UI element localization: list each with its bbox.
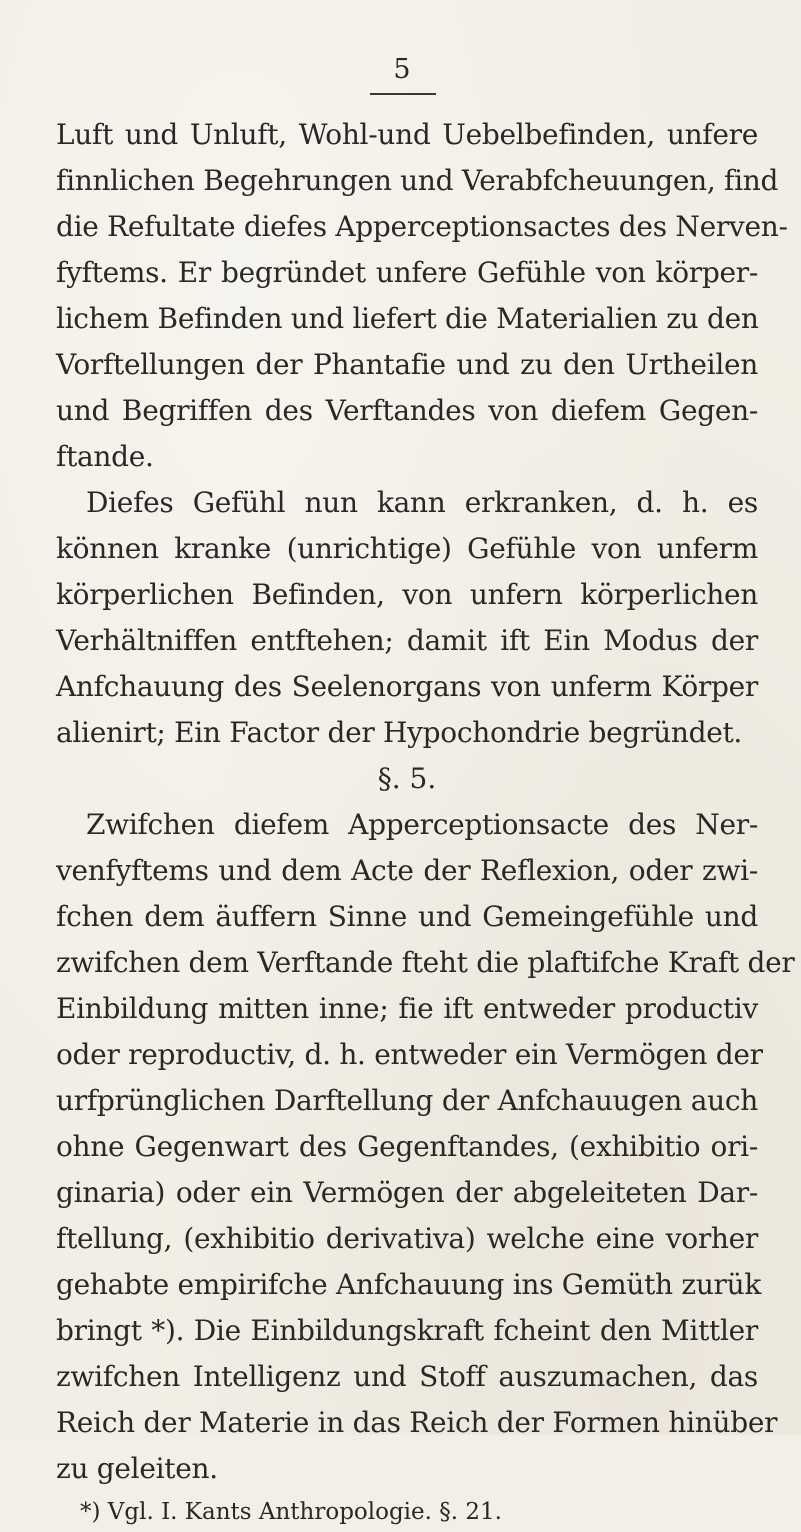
section-heading: §. 5.: [377, 762, 437, 795]
text-line: Luft und Unluft, Wohl-und Uebelbefinden, unfere: [56, 118, 758, 151]
text-line: ftande.: [56, 440, 154, 473]
text-line: fyftems. Er begründet unfere Gefühle von körper-: [56, 256, 758, 289]
text-line: venfyftems und dem Acte der Reflexion, oder zwi-: [56, 854, 758, 887]
text-line: ftellung, (exhibitio derivativa) welche eine vorher: [56, 1222, 758, 1255]
text-line: urfprünglichen Darftellung der Anfchauugen auch: [56, 1084, 758, 1117]
text-line: lichem Befinden und liefert die Materialien zu den: [56, 302, 759, 335]
text-line: finnlichen Begehrungen und Verabfcheuungen, find: [56, 164, 779, 197]
text-line: körperlichen Befinden, von unfern körperlichen: [56, 578, 758, 611]
text-line: Reich der Materie in das Reich der Formen hinüber: [56, 1406, 778, 1439]
page-number-rule: [370, 93, 436, 95]
text-line: die Refultate diefes Apperceptionsactes des Nerven-: [56, 210, 788, 243]
text-line: Anfchauung des Seelenorgans von unferm Körper: [56, 670, 758, 703]
paragraph-1: [56, 112, 788, 480]
text-line: zu geleiten.: [56, 1452, 218, 1485]
paragraph-2: [56, 480, 758, 756]
text-line: und Begriffen des Verftandes von diefem Gegen-: [56, 394, 758, 427]
text-line: zwifchen Intelligenz und Stoff auszumachen, das: [56, 1360, 758, 1393]
text-line: Vorftellungen der Phantafie und zu den Urtheilen: [56, 348, 758, 381]
text-line: fchen dem äuffern Sinne und Gemeingefühle und: [56, 900, 758, 933]
text-line: oder reproductiv, d. h. entweder ein Vermögen der: [56, 1038, 763, 1071]
text-line: zwifchen dem Verftande fteht die plaftifche Kraft der: [56, 946, 795, 979]
paragraph-3: [56, 802, 795, 1492]
text-line: ginaria) oder ein Vermögen der abgeleiteten Dar-: [56, 1176, 758, 1209]
text-line: Zwifchen diefem Apperceptionsacte des Ner-: [86, 808, 758, 841]
text-line: Diefes Gefühl nun kann erkranken, d. h. es: [86, 486, 758, 519]
text-line: ohne Gegenwart des Gegenftandes, (exhibitio ori-: [56, 1130, 758, 1163]
body-text: [56, 112, 795, 1532]
text-line: Verhältniffen entftehen; damit ift Ein Modus der: [56, 624, 758, 657]
text-line: alienirt; Ein Factor der Hypochondrie begründet.: [56, 716, 743, 749]
text-line: Einbildung mitten inne; fie ift entweder productiv: [56, 992, 758, 1025]
text-line: können kranke (unrichtige) Gefühle von unferm: [56, 532, 758, 565]
text-line: bringt *). Die Einbildungskraft fcheint den Mittler: [56, 1314, 758, 1347]
page-number: 5: [393, 54, 411, 85]
footnote: *) Vgl. I. Kants Anthropologie. §. 21.: [80, 1499, 502, 1525]
text-line: gehabte empirifche Anfchauung ins Gemüth zurük: [56, 1268, 762, 1301]
